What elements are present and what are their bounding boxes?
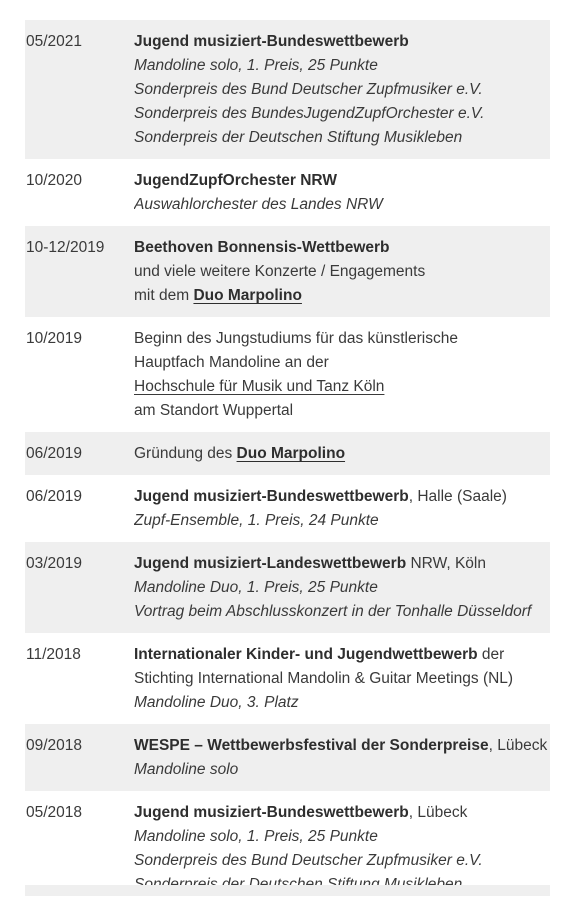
entry-detail: Sonderpreis des BundesJugendZupfOrchester e.V. xyxy=(134,105,485,122)
hochschule-link[interactable]: Hochschule für Musik und Tanz Köln xyxy=(134,378,385,395)
entry-date: 03/2019 xyxy=(26,555,83,572)
entry-detail-with-link xyxy=(134,442,550,466)
entry-heading xyxy=(134,801,550,825)
entry-detail: Sonderpreis der Deutschen Stiftung Musikleben xyxy=(134,129,463,146)
timeline-entry xyxy=(25,724,550,791)
entry-body xyxy=(134,734,550,782)
entry-body xyxy=(134,442,550,466)
duo-marpolino-link[interactable]: Duo Marpolino xyxy=(193,287,302,304)
entry-body xyxy=(134,236,550,308)
entry-body xyxy=(134,801,550,897)
entry-location: der xyxy=(477,646,505,663)
entry-detail: Mandoline solo xyxy=(134,761,239,778)
timeline-entry xyxy=(25,226,550,317)
entry-location: NRW, Köln xyxy=(406,555,486,572)
entry-detail: Stichting International Mandolin & Guitar Meetings (NL) xyxy=(134,670,514,687)
timeline-entry xyxy=(25,159,550,226)
entry-title: Internationaler Kinder- und Jugendwettbewerb xyxy=(134,646,478,663)
entry-title: Jugend musiziert-Bundeswettbewerb xyxy=(134,488,409,505)
entry-heading xyxy=(134,485,550,509)
entry-title: Beethoven Bonnensis-Wettbewerb xyxy=(134,239,390,256)
entry-body xyxy=(134,552,550,624)
entry-title: JugendZupfOrchester NRW xyxy=(134,172,337,189)
entry-detail: und viele weitere Konzerte / Engagements xyxy=(134,263,426,280)
timeline xyxy=(25,20,550,906)
entry-text: Gründung des xyxy=(134,445,237,462)
entry-detail: Vortrag beim Abschlusskonzert in der Tonhalle Düsseldorf xyxy=(134,603,532,620)
entry-detail: Beginn des Jungstudiums für das künstlerische xyxy=(134,330,458,347)
entry-body xyxy=(134,169,550,217)
entry-detail: Hauptfach Mandoline an der xyxy=(134,354,329,371)
entry-date: 06/2019 xyxy=(26,445,83,462)
entry-heading xyxy=(134,734,550,758)
timeline-entry xyxy=(25,20,550,159)
entry-date: 09/2018 xyxy=(26,737,83,754)
entry-date: 05/2018 xyxy=(26,804,83,821)
entry-date: 10/2020 xyxy=(26,172,83,189)
timeline-entry xyxy=(25,542,550,633)
entry-title: Jugend musiziert-Bundeswettbewerb xyxy=(134,804,409,821)
entry-location: , Halle (Saale) xyxy=(408,488,507,505)
timeline-entry xyxy=(25,432,550,475)
entry-date: 05/2021 xyxy=(26,33,83,50)
entry-detail-with-link xyxy=(134,284,550,308)
entry-detail: Mandoline solo, 1. Preis, 25 Punkte xyxy=(134,828,378,845)
timeline-entry xyxy=(25,475,550,542)
entry-date: 10/2019 xyxy=(26,330,83,347)
entry-date: 11/2018 xyxy=(26,646,81,663)
entry-title: WESPE – Wettbewerbsfestival der Sonderpreise xyxy=(134,737,489,754)
timeline-entry xyxy=(25,633,550,724)
entry-location: , Lübeck xyxy=(408,804,468,821)
entry-detail: Auswahlorchester des Landes NRW xyxy=(134,196,383,213)
duo-marpolino-link[interactable]: Duo Marpolino xyxy=(236,445,346,462)
entry-detail: Mandoline solo, 1. Preis, 25 Punkte xyxy=(134,57,378,74)
entry-detail: Sonderpreis des Bund Deutscher Zupfmusiker e.V. xyxy=(134,81,483,98)
entry-heading xyxy=(134,643,550,667)
next-entry-edge xyxy=(25,885,550,896)
entry-detail: am Standort Wuppertal xyxy=(134,402,294,419)
entry-text: mit dem xyxy=(134,287,194,304)
entry-detail: Sonderpreis des Bund Deutscher Zupfmusiker e.V. xyxy=(134,852,483,869)
entry-date: 06/2019 xyxy=(26,488,83,505)
entry-body xyxy=(134,30,550,150)
entry-detail: Mandoline Duo, 1. Preis, 25 Punkte xyxy=(134,579,378,596)
entry-title: Jugend musiziert-Bundeswettbewerb xyxy=(134,33,409,50)
entry-date: 10-12/2019 xyxy=(26,239,105,256)
timeline-entry xyxy=(25,317,550,432)
entry-location: , Lübeck xyxy=(488,737,548,754)
entry-heading xyxy=(134,552,550,576)
entry-title: Jugend musiziert-Landeswettbewerb xyxy=(134,555,407,572)
entry-body xyxy=(134,643,550,715)
entry-detail: Zupf-Ensemble, 1. Preis, 24 Punkte xyxy=(134,512,379,529)
entry-detail: Mandoline Duo, 3. Platz xyxy=(134,694,299,711)
entry-body xyxy=(134,485,550,533)
entry-body xyxy=(134,327,550,423)
